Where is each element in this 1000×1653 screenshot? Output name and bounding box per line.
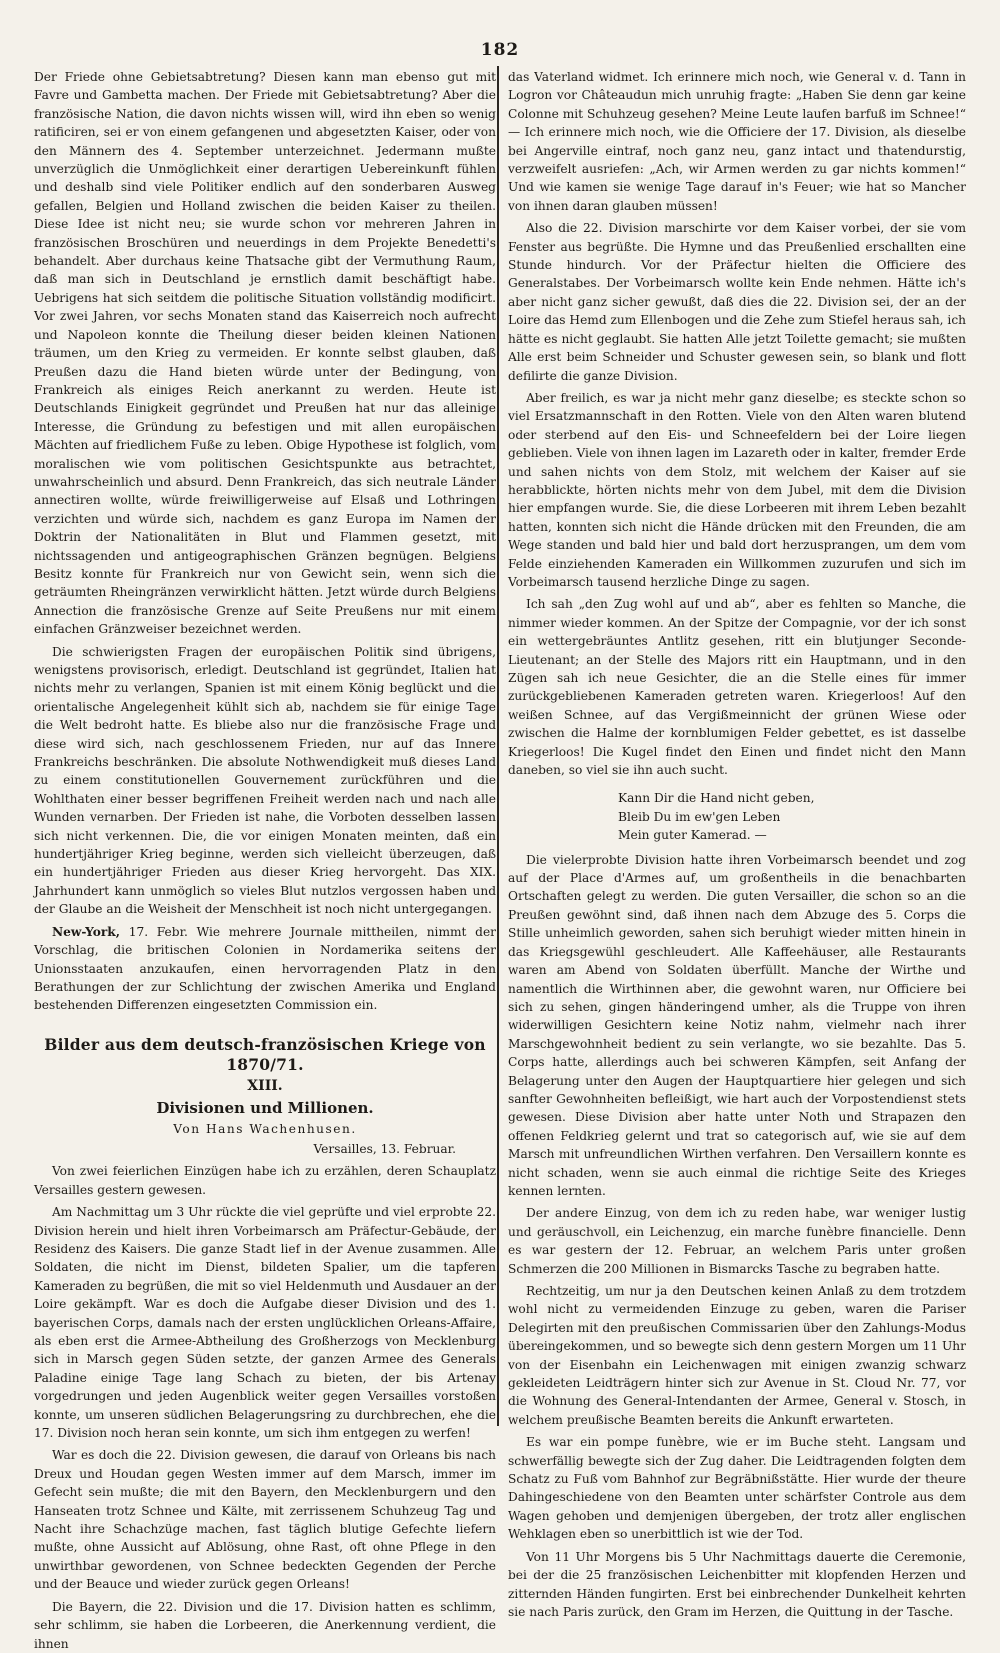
paragraph: Ich sah „den Zug wohl auf und ab“, aber es fehlten so Manche, die nimmer wieder kommen. An der Spitze der Compagnie, vor der ich sonst ein wettergebräuntes Antlitz gesehen, ritt ein blutjunger Seconde-Lieutenant; an der Stelle des Majors ritt ein Hauptmann, und in den Zügen sah ich neue Gesichter, die an die Stelle eines für immer zurückgebliebenen Kameraden getreten waren. Kriegerloos! Auf den weißen Schnee, auf das Vergißmeinnicht der grünen Wiese oder zwischen die Halme der kornblumigen Felder gebettet, es ist dasselbe Kriegerloos! Die Kugel findet den Einen und findet nicht den Mann daneben, so viel sie ihn auch sucht. <box>508 597 966 778</box>
dateline: New-York, <box>52 924 120 939</box>
article-author: Von Hans Wachenhusen. <box>173 1121 357 1136</box>
paragraph: Die schwierigsten Fragen der europäischen Politik sind übrigens, wenigstens provisorisch, erledigt. Deutschland ist gegründet, Italien hat nichts mehr zu verlangen, Spanien ist mit einem König beglückt und die orientalische Angelegenheit kühlt sich ab, nachdem sie für einige Tage die Welt bedroht hatte. Es bliebe also nur die französische Frage und diese wird sich, nach geschlossenem Frieden, nur auf das Innere Frankreichs beschränken. Die absolute Nothwendigkeit muß dieses Land zu einem constitutionellen Gouvernement zurückführen und die Wohlthaten einer besser begriffenen Freiheit werden nach und nach alle Wunden vernarben. Der Frieden ist nahe, die Vorboten desselben lassen sich nicht verkennen. Die, die vor einigen Monaten meinten, daß ein hundertjähriger Krieg beginne, werden sich vielleicht überzeugen, daß ein hundertjähriger Frieden aus dieser Krieg hervorgeht. Das XIX. Jahrhundert kann unmöglich so vieles Blut nutzlos vergossen haben und der Glaube an die Weisheit der Menschheit ist noch nicht untergegangen. <box>34 644 496 917</box>
paragraph: Die Bayern, die 22. Division und die 17. Division hatten es schlimm, sehr schlimm, sie haben die Lorbeeren, die Anerkennung verdient, die ihnen <box>34 1599 496 1651</box>
section-number: XIII. <box>247 1077 283 1094</box>
section-heading: Bilder aus dem deutsch-französischen Kriege von 1870/71. <box>44 1034 486 1074</box>
paragraph: Die vielerprobte Division hatte ihren Vorbeimarsch beendet und zog auf der Place d'Armes auf, um großentheils in die benachbarten Ortschaften gelegt zu werden. Die guten Versailler, die schon so an die Preußen gewöhnt sind, daß ihnen nach dem Abzuge des 5. Corps die Stille unheimlich geworden, sahen sich beruhigt wieder mitten hinein in das Kriegsgewühl geschleudert. Alle Kaffeehäuser, alle Restaurants waren am Abend von Soldaten überfüllt. Manche der Wirthe und namentlich die Wirthinnen aber, die gewohnt waren, nur Officiere bei sich zu sehen, gingen händeringend umher, als die Truppe von ihren widerwilligen Gesichtern keine Notiz nahm, vielmehr nach ihrer Marschgewohnheit bedient zu sein verlangte, wo sie bezahlte. Das 5. Corps hatte, allerdings auch bei schweren Kämpfen, seit Anfang der Belagerung unter den Augen der Hauptquartiere hier gelegen und sich sanfter Gewohnheiten befleißigt, wie hart auch der Vorpostendienst stets gewesen. Diese Division aber hatte unter Noth und Strapazen den offenen Feldkrieg gelernt und trat so categorisch auf, wie sie auf dem Marsch mit unfreundlichen Wirthen verfahren. Den Versaillern konnte es nicht schaden, wenn sie auch einmal die richtige Seite des Krieges kennen lernten. <box>508 852 966 1198</box>
paragraph: Rechtzeitig, um nur ja den Deutschen keinen Anlaß zu dem trotzdem wohl nicht zu vermeidenden Einzuge zu geben, waren die Pariser Delegirten mit den preußischen Commissarien über den Zahlungs-Modus übereingekommen, und so bewegte sich denn gestern Morgen um 11 Uhr von der Eisenbahn ein Leichenwagen mit einigen zwanzig schwarz gekleideten Leidträgern hinter sich zur Avenue in St. Cloud Nr. 77, vor die Wohnung des General-Intendanten der Armee, General v. Stosch, in welchem preußische Beamten bereits die Ankunft erwarteten. <box>508 1284 966 1427</box>
paragraph: das Vaterland widmet. Ich erinnere mich noch, wie General v. d. Tann in Logron vor Châteaudun mich unruhig fragte: „Haben Sie denn gar keine Colonne mit Schuhzeug gesehen? Meine Leute laufen barfuß im Schnee!“ — Ich erinnere mich noch, wie die Officiere der 17. Division, als dieselbe bei Angerville eintraf, noch ganz neu, ganz intact und thatendurstig, verzweifelt ausriefen: „Ach, wir Armen werden zu gar nichts kommen!“ Und wie kamen sie wenige Tage darauf in's Feuer; wie hat so Mancher von ihnen daran glauben müssen! <box>508 70 966 213</box>
paragraph: Es war ein pompe funèbre, wie er im Buche steht. Langsam und schwerfällig bewegte sich der Zug daher. Die Leidtragenden folgten dem Schatz zu Fuß vom Bahnhof zur Begräbnißstätte. Hier wurde der theure Dahingeschiedene von den Beamten unter schärfster Controle aus dem Wagen gehoben und demjenigen übergeben, der trotz aller englischen Wehklagen eben so unerbittlich ist wie der Tod. <box>508 1435 966 1542</box>
paragraph: Aber freilich, es war ja nicht mehr ganz dieselbe; es steckte schon so viel Ersatzmannschaft in den Rotten. Viele von den Alten waren blutend oder sterbend auf den Eis- und Schneefeldern bei der Loire liegen geblieben. Viele von ihnen lagen im Lazareth oder in kalter, fremder Erde und sahen nichts von dem Stolz, mit welchem der Kaiser auf sie herabblickte, hörten nichts mehr von dem Jubel, mit dem die Division hier empfangen wurde. Sie, die diese Lorbeeren mit ihrem Leben bezahlt hatten, konnten sich nicht die Hände drücken mit den Freunden, die am Wege standen und bald hier und bald dort herzusprangen, um dem vom Felde einziehenden Kameraden ein Willkommen zuzurufen und sich im Vorbeimarsch tausend herzliche Dinge zu sagen. <box>508 390 966 589</box>
article-dateline: Versailles, 13. Februar. <box>313 1141 456 1156</box>
poem-line: Bleib Du im ew'gen Leben <box>618 809 781 824</box>
news-text: 17. Febr. Wie mehrere Journale mittheilen, nimmt der Vorschlag, die britischen Colonien in Nordamerika seitens der Unionsstaaten anzukaufen, einen hervorragenden Platz in den Berathungen der zur Schlichtung der zwischen Amerika und England bestehenden Differenzen eingesetzten Commission ein. <box>34 924 496 1013</box>
paragraph: Von 11 Uhr Morgens bis 5 Uhr Nachmittags dauerte die Ceremonie, bei der die 25 französischen Leichenbitter mit klopfenden Herzen und zitternden Händen fungirten. Erst bei einbrechender Dunkelheit kehrten sie nach Paris zurück, den Gram im Herzen, die Quittung in der Tasche. <box>508 1549 966 1619</box>
paragraph: Der andere Einzug, von dem ich zu reden habe, war weniger lustig und geräuschvoll, ein Leichenzug, ein marche funèbre financielle. Denn es war gestern der 12. Februar, an welchem Paris unter großen Schmerzen die 200 Millionen in Bismarcks Tasche zu begraben hatte. <box>508 1206 966 1276</box>
paragraph: War es doch die 22. Division gewesen, die darauf von Orleans bis nach Dreux und Houdan gegen Westen immer auf dem Marsch, immer im Gefecht sein mußte; die mit den Bayern, den Mecklenburgern und den Hanseaten trotz Schnee und Kälte, mit zerrissenem Schuhzeug Tag und Nacht ihre Schachzüge machen, fast täglich blutige Gefechte liefern mußte, ohne Aussicht auf Ablösung, ohne Rast, oft ohne Pflege in den unwirthbar gewordenen, von Schnee bedeckten Gegenden der Perche und der Beauce und wieder zurück gegen Orleans! <box>34 1448 496 1592</box>
right-column <box>508 68 966 1619</box>
poem-line: Kann Dir die Hand nicht geben, <box>618 791 815 806</box>
news-item-newyork <box>34 923 496 1015</box>
paragraph: Der Friede ohne Gebietsabtretung? Diesen kann man ebenso gut mit Favre und Gambetta machen. Der Friede mit Gebietsabtretung? Aber die französische Nation, die davon nichts wissen will, wird ihn eben so wenig ratificiren, sei er von einem gefangenen und abgesetzten Kaiser, oder von den Männern des 4. September unterzeichnet. Jedermann mußte unverzüglich die Unmöglichkeit einer derartigen Uebereinkunft fühlen und deshalb sind viele Politiker endlich auf den sonderbaren Ausweg gefallen, Belgien und Holland zwischen die beiden Kaiser zu theilen. Diese Idee ist nicht neu; sie wurde schon vor mehreren Jahren in französischen Broschüren und neuerdings in dem Projekte Benedetti's behandelt. Aber durchaus keine Thatsache gibt der Vermuthung Raum, daß man sich in Deutschland je ernstlich damit beschäftigt habe. Uebrigens hat sich seitdem die politische Situation vollständig modificirt. Vor zwei Jahren, vor sechs Monaten stand das Kaiserreich noch aufrecht und Napoleon konnte die Theilung dieser beiden kleinen Nationen träumen, um den Krieg zu vermeiden. Er konnte selbst glauben, daß Preußen dazu die Hand bieten würde unter der Bedingung, von Frankreich als einiges Reich anerkannt zu werden. Heute ist Deutschlands Einigkeit gegründet und Preußen hat nur das alleinige Interesse, die Gründung zu befestigen und mit allen europäischen Mächten auf friedlichem Fuße zu leben. Obige Hypothese ist folglich, vom moralischen wie vom politischen Gesichtspunkte aus betrachtet, unwahrscheinlich und absurd. Denn Frankreich, das sich neutrale Länder annectiren wollte, würde freiwilligerweise auf Elsaß und Lothringen verzichten und würde sich, nachdem es ganz Europa im Namen der Doktrin der Nationalitäten in Blut und Flammen gesetzt, mit nichtssagenden und antigeographischen Gränzen begnügen. Belgiens Besitz konnte für Frankreich nur von Gewicht sein, wenn sich die geträumten Rheingränzen verwirklicht hätten. Jetzt würde durch Belgiens Annection die französische Grenze auf Seite Preußens nur mit einem einfachen Gränzweiser bezeichnet werden. <box>34 70 496 637</box>
paragraph: Also die 22. Division marschirte vor dem Kaiser vorbei, der sie vom Fenster aus begrüßte. Die Hymne und das Preußenlied erschallten eine Stunde hindurch. Vor der Präfectur hielten die Officiere des Generalstabes. Der Vorbeimarsch wollte kein Ende nehmen. Hätte ich's aber nicht ganz sicher gewußt, daß dies die 22. Division sei, der an der Loire das Hemd zum Ellenbogen und die Zehe zum Stiefel heraus sah, ich hätte es nicht geglaubt. Sie hatten Alle jetzt Toilette gemacht; sie mußten Alle erst beim Schneider und Schuster gewesen sein, so blank und flott defilirte die ganze Division. <box>508 221 966 383</box>
page-number: 182 <box>480 40 520 60</box>
poem-line: Mein guter Kamerad. — <box>618 828 767 843</box>
article-title: Divisionen und Millionen. <box>156 1099 374 1118</box>
paragraph: Von zwei feierlichen Einzügen habe ich zu erzählen, deren Schauplatz Versailles gestern gewesen. <box>34 1164 496 1197</box>
paragraph: Am Nachmittag um 3 Uhr rückte die viel geprüfte und viel erprobte 22. Division herein und hielt ihren Vorbeimarsch am Präfectur-Gebäude, der Residenz des Kaisers. Die ganze Stadt lief in der Avenue zusammen. Alle Soldaten, die nicht im Dienst, bildeten Spalier, um die tapferen Kameraden zu begrüßen, die mit so viel Heldenmuth und Ausdauer an der Loire gekämpft. War es doch die Aufgabe dieser Division und des 1. bayerischen Corps, damals nach der ersten unglücklichen Orleans-Affaire, als eben erst die Armee-Abtheilung des Großherzogs von Mecklenburg sich in Marsch gegen Süden setzte, der ganzen Armee des Generals Paladine einige Tage lang Schach zu bieten, der bis Artenay vorgedrungen und jeden Augenblick weiter gegen Versailles vorstoßen konnte, um unseren südlichen Belagerungsring zu durchbrechen, ehe die 17. Division noch heran sein konnte, um sich ihm entgegen zu werfen! <box>34 1205 496 1441</box>
column-divider <box>497 66 499 1426</box>
left-column <box>34 68 496 1651</box>
poem-verse <box>618 789 966 844</box>
